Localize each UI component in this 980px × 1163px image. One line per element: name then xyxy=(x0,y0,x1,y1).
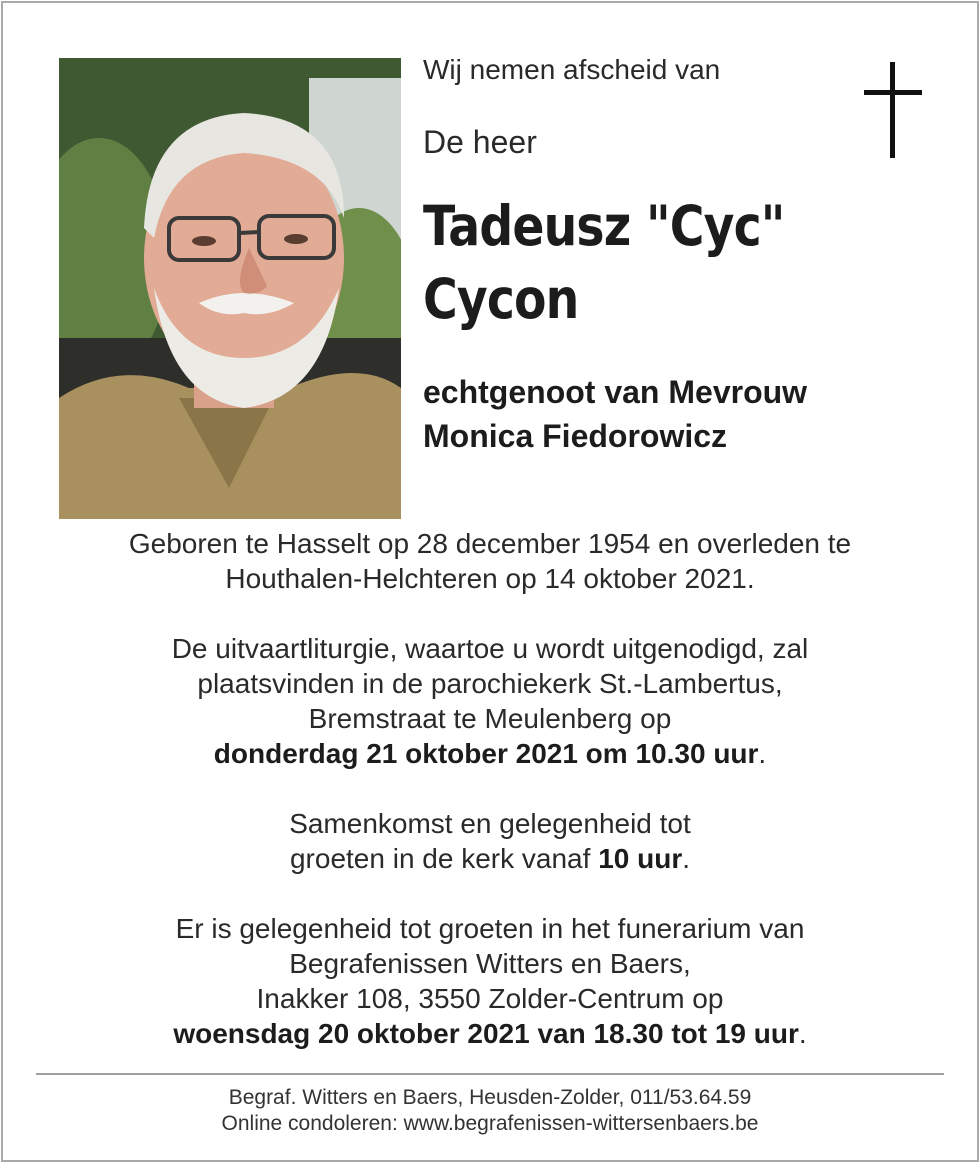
deceased-name xyxy=(423,190,801,336)
gathering-time: 10 uur xyxy=(598,843,683,874)
birth-line-1: Geboren te Hasselt op 28 december 1954 en overleden te xyxy=(128,528,852,559)
birth-line-2: Houthalen-Helchteren op 14 oktober 2021. xyxy=(225,563,755,594)
footer-line-1: Begraf. Witters en Baers, Heusden-Zolder, 011/53.64.59 xyxy=(228,1086,752,1109)
name-line-2: Cycon xyxy=(423,267,579,331)
visit-line-3: Inakker 108, 3550 Zolder-Centrum op xyxy=(256,983,724,1014)
visitation-paragraph xyxy=(40,911,940,1051)
funeral-date: donderdag 21 oktober 2021 om 10.30 uur xyxy=(213,738,759,769)
visit-period: . xyxy=(798,1018,807,1049)
spouse-text xyxy=(423,370,943,458)
funeral-paragraph xyxy=(40,631,940,771)
footer-line-2: Online condoleren: www.begrafenissen-wittersenbaers.be xyxy=(221,1112,759,1135)
funeral-line-1: De uitvaartliturgie, waartoe u wordt uitgenodigd, zal xyxy=(171,633,809,664)
cross-icon xyxy=(864,62,922,158)
footer-divider xyxy=(36,1073,944,1075)
spouse-line-2: Monica Fiedorowicz xyxy=(423,418,728,454)
gathering-line-2: groeten in de kerk vanaf xyxy=(289,843,591,874)
birth-paragraph xyxy=(40,526,940,596)
footer xyxy=(40,1085,940,1137)
visit-line-1: Er is gelegenheid tot groeten in het funerarium van xyxy=(175,913,805,944)
funeral-line-3: Bremstraat te Meulenberg op xyxy=(308,703,672,734)
portrait-illustration xyxy=(59,58,401,519)
gathering-paragraph xyxy=(40,806,940,876)
visit-date: woensdag 20 oktober 2021 van 18.30 tot 19 uur xyxy=(173,1018,799,1049)
intro-text: Wij nemen afscheid van xyxy=(423,54,721,85)
name-line-1: Tadeusz "Cyc" xyxy=(423,194,785,258)
spouse-line-1: echtgenoot van Mevrouw xyxy=(423,374,808,410)
visit-line-2: Begrafenissen Witters en Baers, xyxy=(289,948,691,979)
announcement-body xyxy=(40,526,940,1086)
gathering-period: . xyxy=(682,843,690,874)
funeral-period: . xyxy=(758,738,767,769)
funeral-line-2: plaatsvinden in de parochiekerk St.-Lambertus, xyxy=(197,668,783,699)
salutation: De heer xyxy=(423,124,537,160)
gathering-line-1: Samenkomst en gelegenheid tot xyxy=(289,808,691,839)
portrait-photo xyxy=(59,58,401,519)
